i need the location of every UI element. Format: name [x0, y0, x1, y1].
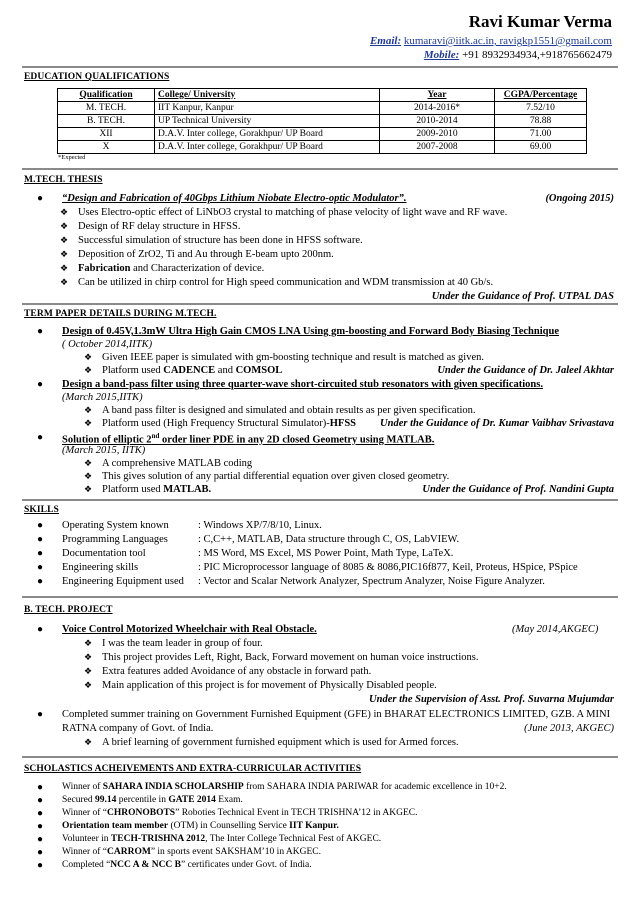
diamond-bullet-icon: ❖: [84, 365, 93, 375]
list-item-text: Design of RF delay structure in HFSS.: [78, 221, 241, 232]
candidate-name: Ravi Kumar Verma: [468, 12, 612, 31]
mobile-label: Mobile:: [423, 49, 460, 61]
activity-text: ” certificates under Govt. of India.: [181, 860, 312, 870]
list-item-text: A band pass filter is designed and simulated and obtain results as per given specification.: [102, 405, 476, 416]
activity-text: (OTM) in Counselling Service: [168, 821, 290, 831]
mobile-line: [424, 49, 612, 61]
table-cell: 2009-2010: [380, 128, 495, 141]
table-cell: 7.52/10: [495, 102, 587, 115]
diamond-bullet-icon: ❖: [84, 652, 93, 662]
list-item-text: Main application of this project is for movement of Physically Disabled people.: [102, 680, 437, 691]
bullet-icon: ●: [37, 821, 44, 832]
diamond-bullet-icon: ❖: [60, 235, 69, 245]
activity-text: ” in sports event SAKSHAM’10 in AKGEC.: [150, 847, 322, 857]
table-cell: B. TECH.: [58, 115, 155, 128]
diamond-bullet-icon: ❖: [84, 638, 93, 648]
section-divider: [22, 303, 618, 305]
term-paper-heading: Design of 0.45V,1.3mW Ultra High Gain CMOS LNA Using gm-boosting and Forward Body Biasing Technique: [62, 326, 559, 337]
table-cell: 2007-2008: [380, 141, 495, 154]
activity-text: Winner of “: [62, 808, 107, 818]
table-cell: 78.88: [495, 115, 587, 128]
list-item-text: This gives solution of any partial differential equation over given closed geometry.: [102, 471, 450, 482]
list-item-text: Platform used: [102, 365, 164, 376]
skill-label: Operating System known: [62, 520, 169, 531]
bullet-icon: ●: [37, 709, 44, 720]
col-header: Qualification: [58, 89, 155, 102]
mobile-value: +91 8932934934,+918765662479: [459, 49, 612, 61]
training-text: RATNA company of Govt. of India.: [62, 723, 214, 734]
skill-value: : MS Word, MS Excel, MS Power Point, Math Type, LaTeX.: [198, 548, 454, 559]
bold-text: COMSOL: [235, 365, 283, 376]
activity-text: ” Roboties Technical Event in TECH TRISHNA’12 in AKGEC.: [175, 808, 418, 818]
guidance-text: Under the Supervision of Asst. Prof. Suvarna Mujumdar: [369, 694, 614, 705]
activity-text: percentile in: [116, 795, 169, 805]
list-item-text: Platform used: [102, 484, 164, 495]
thesis-topic: “Design and Fabrication of 40Gbps Lithium Niobate Electro-optic Modulator”.: [62, 193, 407, 204]
term-paper-date: ( October 2014,IITK): [62, 339, 153, 350]
training-text: Completed summer training on Government Furnished Equipment (GFE) in BHARAT ELECTRONICS LIMITED, GZB. A MINI: [62, 709, 611, 720]
bullet-icon: ●: [37, 624, 44, 635]
section-divider: [22, 168, 618, 170]
section-divider: [22, 66, 618, 68]
term-paper-date: (March 2015,IITK): [62, 392, 143, 403]
bold-text: HFSS: [329, 418, 357, 429]
diamond-bullet-icon: ❖: [60, 221, 69, 231]
bullet-icon: ●: [37, 782, 44, 793]
bullet-icon: ●: [37, 562, 44, 573]
email-line: [370, 35, 612, 47]
list-item-text: Deposition of ZrO2, Ti and Au through E-beam upto 200nm.: [78, 249, 334, 260]
diamond-bullet-icon: ❖: [60, 207, 69, 217]
section-divider: [22, 499, 618, 501]
skills-title: SKILLS: [24, 505, 59, 515]
diamond-bullet-icon: ❖: [84, 484, 93, 494]
bullet-icon: ●: [37, 834, 44, 845]
table-row: [58, 102, 587, 115]
bullet-icon: ●: [37, 326, 44, 337]
table-cell: UP Technical University: [155, 115, 380, 128]
list-item-text: A comprehensive MATLAB coding: [102, 458, 253, 469]
list-item-text: I was the team leader in group of four.: [102, 638, 263, 649]
table-cell: D.A.V. Inter college, Gorakhpur/ UP Board: [155, 141, 380, 154]
project-date: (May 2014,AKGEC): [512, 624, 599, 635]
education-title: EDUCATION QUALIFICATIONS: [24, 72, 170, 82]
thesis-guidance: Under the Guidance of Prof. UTPAL DAS: [431, 291, 614, 302]
list-item-text: Successful simulation of structure has been done in HFSS software.: [78, 235, 363, 246]
bullet-icon: ●: [37, 847, 44, 858]
skill-label: Engineering Equipment used: [62, 576, 184, 587]
list-item-text: Given IEEE paper is simulated with gm-boosting technique and result is matched as given.: [102, 352, 484, 363]
bullet-icon: ●: [37, 795, 44, 806]
diamond-bullet-icon: ❖: [60, 249, 69, 259]
activity-text: Exam.: [215, 795, 243, 805]
diamond-bullet-icon: ❖: [60, 277, 69, 287]
diamond-bullet-icon: ❖: [84, 666, 93, 676]
bullet-icon: ●: [37, 548, 44, 559]
skill-value: : PIC Microprocessor language of 8085 & 8086,PIC16f877, Keil, Proteus, HSpice, PSpice: [198, 562, 578, 573]
table-row: [58, 128, 587, 141]
table-cell: X: [58, 141, 155, 154]
table-cell: 69.00: [495, 141, 587, 154]
table-cell: 2010-2014: [380, 115, 495, 128]
term-paper-date: (March 2015, IITK): [62, 445, 146, 456]
term-paper-heading: Design a band-pass filter using three quarter-wave short-circuited stub resonators with given specifications.: [62, 379, 543, 390]
diamond-bullet-icon: ❖: [84, 418, 93, 428]
table-row: [58, 115, 587, 128]
term-paper-title: TERM PAPER DETAILS DURING M.TECH.: [24, 309, 217, 319]
diamond-bullet-icon: ❖: [84, 737, 93, 747]
table-row: [58, 141, 587, 154]
bullet-icon: ●: [37, 432, 44, 443]
guidance-text: Under the Guidance of Dr. Jaleel Akhtar: [437, 365, 614, 376]
table-cell: 2014-2016*: [380, 102, 495, 115]
bold-text: NCC A & NCC B: [110, 860, 182, 870]
bullet-icon: ●: [37, 193, 44, 204]
guidance-text: Under the Guidance of Dr. Kumar Vaibhav Srivastava: [380, 418, 614, 429]
list-item-text: and: [215, 365, 236, 376]
training-date: (June 2013, AKGEC): [524, 723, 614, 734]
skill-value: : Windows XP/7/8/10, Linux.: [198, 520, 322, 531]
table-cell: 71.00: [495, 128, 587, 141]
guidance-text: Under the Guidance of Prof. Nandini Gupta: [422, 484, 614, 495]
table-cell: XII: [58, 128, 155, 141]
activity-text: Completed “: [62, 860, 111, 870]
activities-title: SCHOLASTICS ACHEIVEMENTS AND EXTRA-CURRICULAR ACTIVITIES: [24, 764, 362, 774]
activity-text: from SAHARA INDIA PARIWAR for academic excellence in 10+2.: [243, 782, 507, 792]
list-item-text: Platform used (High Frequency Structural Simulator)-: [102, 418, 330, 429]
activity-text: Winner of “: [62, 847, 107, 857]
bullet-icon: ●: [37, 520, 44, 531]
education-table: [57, 88, 587, 154]
col-header: College/ University: [155, 89, 380, 102]
diamond-bullet-icon: ❖: [84, 352, 93, 362]
skill-label: Programming Languages: [62, 534, 168, 545]
bold-text: CHRONOBOTS: [107, 808, 176, 818]
bold-text: IIT Kanpur.: [289, 821, 339, 831]
col-header: Year: [380, 89, 495, 102]
col-header: CGPA/Percentage: [495, 89, 587, 102]
activity-text: Winner of: [62, 782, 103, 792]
bold-text: 99.14: [94, 795, 117, 805]
bullet-icon: ●: [37, 808, 44, 819]
skill-label: Documentation tool: [62, 548, 146, 559]
diamond-bullet-icon: ❖: [84, 458, 93, 468]
thesis-status: (Ongoing 2015): [545, 193, 614, 204]
table-cell: M. TECH.: [58, 102, 155, 115]
bold-text: GATE 2014: [168, 795, 216, 805]
list-item-text: and Characterization of device.: [130, 263, 265, 274]
project-title: Voice Control Motorized Wheelchair with Real Obstacle.: [62, 624, 317, 635]
diamond-bullet-icon: ❖: [84, 405, 93, 415]
bold-text: Fabrication: [78, 263, 131, 274]
diamond-bullet-icon: ❖: [84, 680, 93, 690]
list-item-text: This project provides Left, Right, Back, Forward movement on human voice instructions.: [102, 652, 479, 663]
section-divider: [22, 756, 618, 758]
diamond-bullet-icon: ❖: [84, 471, 93, 481]
bold-text: MATLAB.: [163, 484, 212, 495]
bullet-icon: ●: [37, 534, 44, 545]
bold-text: Orientation team member: [62, 821, 169, 831]
activity-text: Volunteer in: [62, 834, 111, 844]
diamond-bullet-icon: ❖: [60, 263, 69, 273]
skill-value: : Vector and Scalar Network Analyzer, Spectrum Analyzer, Noise Figure Analyzer.: [198, 576, 545, 587]
skill-label: Engineering skills: [62, 562, 139, 573]
list-item-text: A brief learning of government furnished equipment which is used for Armed forces.: [102, 737, 459, 748]
list-item-text: Uses Electro-optic effect of LiNbO3 crystal to matching of phase velocity of light wave and RF wave.: [78, 207, 508, 218]
list-item-text: Extra features added Avoidance of any obstacle in forward path.: [102, 666, 372, 677]
term-paper-heading: order liner PDE in any 2D closed Geometry using MATLAB: [159, 434, 432, 446]
activity-text: Secured: [62, 795, 95, 805]
bullet-icon: ●: [37, 379, 44, 390]
table-header-row: [58, 89, 587, 102]
email-label: Email:: [369, 35, 402, 47]
table-cell: IIT Kanpur, Kanpur: [155, 102, 380, 115]
section-divider: [22, 596, 618, 598]
thesis-title: M.TECH. THESIS: [24, 175, 103, 185]
bullet-icon: ●: [37, 860, 44, 871]
bold-text: CADENCE: [163, 365, 216, 376]
bold-text: SAHARA INDIA SCHOLARSHIP: [102, 782, 244, 792]
btech-title: B. TECH. PROJECT: [24, 605, 113, 615]
list-item-text: Can be utilized in chirp control for High speed communication and WDM transmission at 40 Gb/s.: [78, 277, 494, 288]
bullet-icon: ●: [37, 576, 44, 587]
bold-text: TECH-TRISHNA 2012: [110, 834, 206, 844]
skill-value: : C,C++, MATLAB, Data structure through C, OS, LabVIEW.: [198, 534, 460, 545]
superscript: nd: [151, 432, 160, 440]
term-paper-heading: Solution of elliptic 2: [62, 434, 152, 446]
term-paper-heading: .: [431, 434, 435, 446]
expected-footnote: *Expected: [58, 154, 86, 161]
bold-text: CARROM: [107, 847, 151, 857]
activity-text: , The Inter College Technical Fest of AKGEC.: [205, 834, 382, 844]
email-link[interactable]: kumaravi@iitk.ac.in, ravigkp1551@gmail.com: [403, 35, 612, 47]
table-cell: D.A.V. Inter college, Gorakhpur/ UP Board: [155, 128, 380, 141]
